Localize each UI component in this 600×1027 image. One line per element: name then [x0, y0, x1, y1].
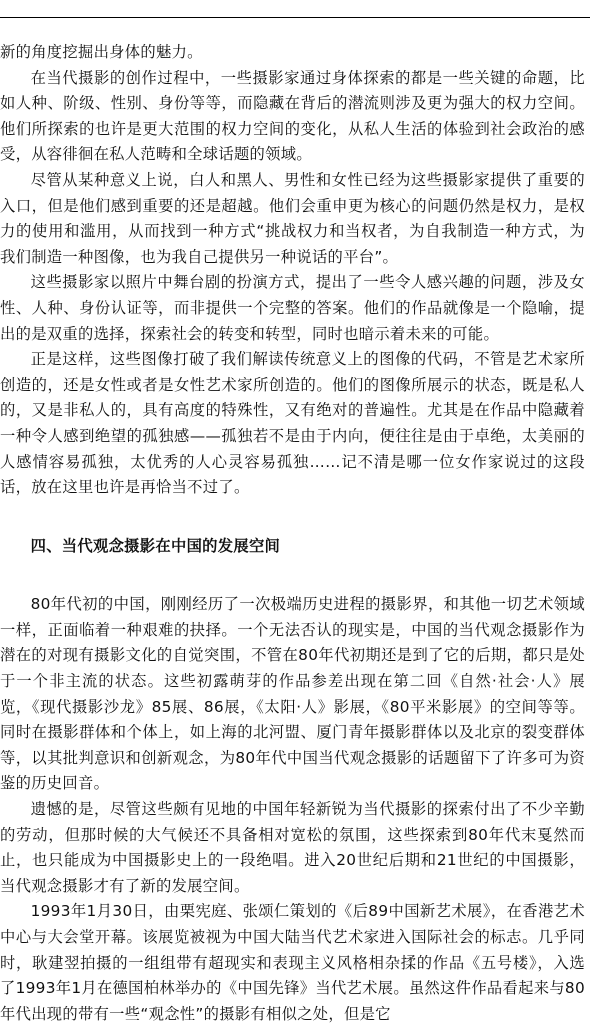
paragraph: 正是这样，这些图像打破了我们解读传统意义上的图像的代码，不管是艺术家所创造的，还是女性或者是女性艺术家所创造的。他们的图像所展示的状态，既是私人的，又是非私人的，具有高度的特殊性，又有绝对的普遍性。尤其是在作品中隐藏着一种令人感到绝望的孤独感——孤独若不是由于内向，便往往是由于卓绝，太美丽的人感情容易孤独，太优秀的人心灵容易孤独……记不清是哪一位女作家说过的这段话，放在这里也许是再恰当不过了。 — [0, 350, 585, 497]
document-body — [0, 40, 585, 1027]
paragraph: 在当代摄影的创作过程中，一些摄影家通过身体探索的都是一些关键的命题，比如人种、阶级、性别、身份等等，而隐藏在背后的潜流则涉及更为强大的权力空间。他们所探索的也许是更大范围的权力空间的变化，从私人生活的体验到社会政治的感受，从容徘徊在私人范畴和全球话题的领域。 — [0, 68, 585, 164]
section-heading: 四、当代观念摄影在中国的发展空间 — [30, 536, 281, 555]
paragraph: 这些摄影家以照片中舞台剧的扮演方式，提出了一些令人感兴趣的问题，涉及女性、人种、身份认证等，而非提供一个完整的答案。他们的作品就像是一个隐喻，提出的是双重的选择，探索社会的转变和转型，同时也暗示着未来的可能。 — [0, 273, 585, 343]
paragraph: 尽管从某种意义上说，白人和黑人、男性和女性已经为这些摄影家提供了重要的入口，但是他们感到重要的还是超越。他们会重申更为核心的问题仍然是权力，是权力的使用和滥用，从而找到一种方式“挑战权力和当权者，为自我制造一种方式，为我们制造一种图像，也为我自己提供另一种说话的平台”。 — [0, 170, 585, 266]
paragraph: 1993年1月30日，由栗宪庭、张颂仁策划的《后89中国新艺术展》，在香港艺术中心与大会堂开幕。该展览被视为中国大陆当代艺术家进入国际社会的标志。几乎同时，耿建翌拍摄的一组组带有超现实和表现主义风格相杂揉的作品《五号楼》，入选了1993年1月在德国柏林举办的《中国先锋》当代艺术展。虽然这件作品看起来与80年代出现的带有一些“观念性”的摄影有相似之处，但是它 — [0, 902, 585, 1023]
paragraph: 新的角度挖掘出身体的魅力。 — [0, 43, 203, 61]
header-rule — [0, 17, 590, 18]
paragraph: 80年代初的中国，刚刚经历了一次极端历史进程的摄影界，和其他一切艺术领域一样，正面临着一种艰难的抉择。一个无法否认的现实是，中国的当代观念摄影作为潜在的对现有摄影文化的自觉突围，不管在80年代初期还是到了它的后期，都只是处于一个非主流的状态。这些初露萌芽的作品参差出现在第二回《自然·社会·人》展览，《现代摄影沙龙》85展、86展，《太阳·人》影展，《80平米影展》的空间等等。同时在摄影群体和个体上，如上海的北河盟、厦门青年摄影群体以及北京的裂变群体等，以其批判意识和创新观念，为80年代中国当代观念摄影的话题留下了许多可为资鉴的历史回音。 — [0, 595, 585, 793]
paragraph: 遗憾的是，尽管这些颇有见地的中国年轻新锐为当代摄影的探索付出了不少辛勤的劳动，但那时候的大气候还不具备相对宽松的氛围，这些探索到80年代末戛然而止，也只能成为中国摄影史上的一段绝唱。进入20世纪后期和21世纪的中国摄影，当代观念摄影才有了新的发展空间。 — [0, 800, 585, 895]
